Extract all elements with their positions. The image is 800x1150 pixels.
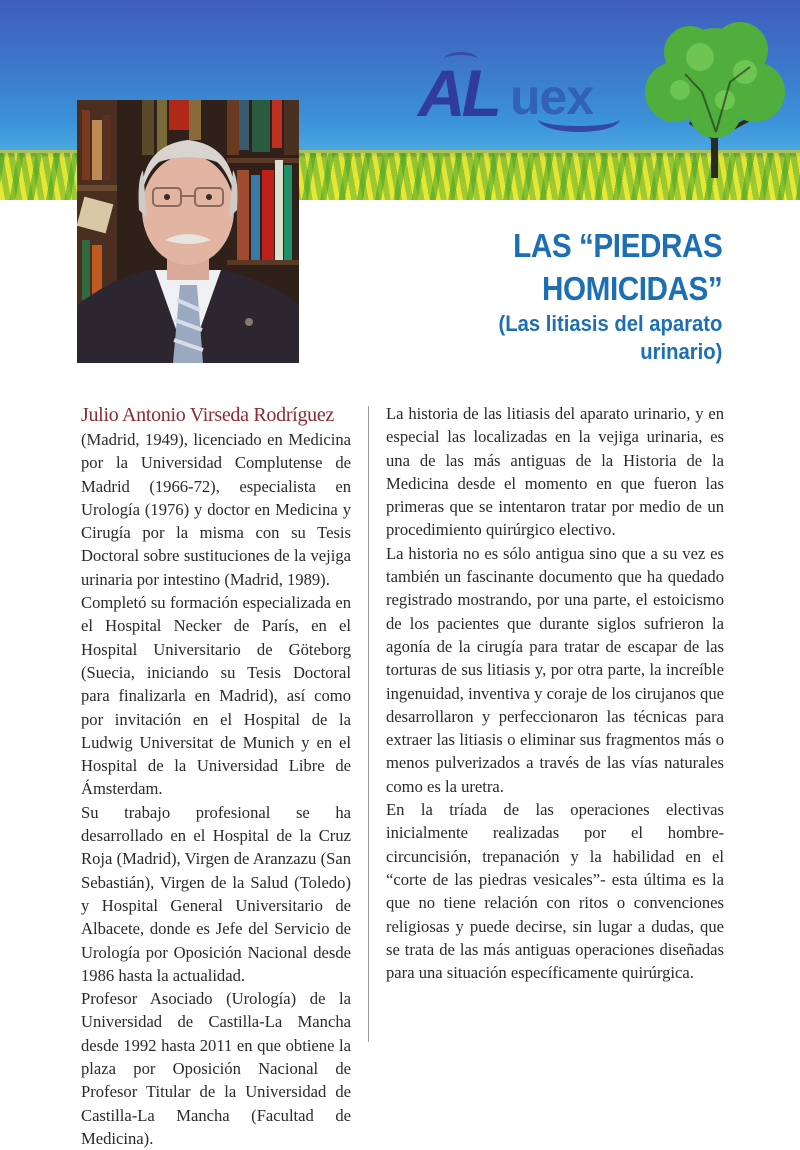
article-body: [386, 402, 724, 984]
logo-text-al: AL: [418, 56, 498, 130]
column-divider: [368, 406, 369, 1042]
bio-paragraph: (Madrid, 1949), licenciado en Medicina por la Universidad Complutense de Madrid (1966-72), especialista en Urología (1976) y doctor en Medicina y Cirugía por la misma con su Tesis Doctoral sobre sustituciones de la vejiga urinaria por intestino (Madrid, 1989).: [81, 430, 351, 589]
bio-paragraph: Completó su formación especializada en el Hospital Necker de París, en el Hospital Universitario de Göteborg (Suecia, iniciando su Tesis Doctoral para finalizarla en Madrid), así como por invitación en el Hospital de la Ludwig Universitat de Munich y en el Hospital de la Universidad Libre de Ámsterdam.: [81, 593, 351, 799]
logo-text-uex: uex: [510, 69, 594, 125]
author-photo: [77, 100, 299, 363]
subtitle-line-1: (Las litiasis del aparato: [498, 311, 722, 336]
body-paragraph: La historia de las litiasis del aparato urinario, y en especial las localizadas en la vejiga urinaria, es una de las más antiguas de la Historia de la Medicina desde el momento en que fueron las primeras que se intentaron tratar por medio de un procedimiento quirúrgico electivo.: [386, 404, 724, 540]
title-line-1: LAS “PIEDRAS: [512, 227, 722, 264]
body-paragraph: En la tríada de las operaciones electivas inicialmente realizadas por el hombre-circuncisión, trepanación y la habilidad en el “corte de las piedras vesicales”- esta última es la que no tiene relación con ritos o convenciones religiosas y puede decirse, sin lugar a dudas, que se trata de las más antiguas operaciones diseñadas para una situación específicamente quirúrgica.: [386, 800, 724, 983]
article-title: [479, 224, 722, 366]
logo-smile-arc: [538, 106, 620, 132]
author-name: Julio Antonio Virseda Rodríguez: [81, 404, 334, 426]
subtitle-line-2: urinario): [639, 339, 722, 364]
aluex-logo: [418, 56, 628, 140]
author-bio: [81, 402, 351, 1150]
bio-paragraph: Su trabajo profesional se ha desarrollado en el Hospital de la Cruz Roja (Madrid), Virgen de Aranzazu (San Sebastián), Virgen de la Salud (Toledo) y Hospital General Universitario de Albacete, donde es Jefe del Servicio de Urología por Oposición Nacional desde 1986 hasta la actualidad.: [81, 802, 351, 985]
bio-paragraph: Profesor Asociado (Urología) de la Universidad de Castilla-La Mancha desde 1992 hasta 2011 en que obtiene la plaza por Oposición Nacional de Profesor Titular de la Universidad de Castilla-La Mancha (Facultad de Medicina).: [81, 989, 351, 1148]
tree-illustration: [630, 12, 800, 182]
title-line-2: HOMICIDAS”: [541, 270, 722, 307]
body-paragraph: La historia no es sólo antigua sino que a su vez es también un fascinante documento que ha quedado registrado mostrando, por una parte, el estoicismo de los pacientes que durante siglos sufrieron la agonía de la cirugía para tratar de escapar de las torturas de sus litiasis y, por otra parte, la increíble ingenuidad, inventiva y coraje de los cirujanos que desarrollaron y perfeccionaron las técnicas para extraer las litiasis o eliminar sus fragmentos más o menos pulverizados a través de las vías naturales como es la uretra.: [386, 543, 724, 796]
